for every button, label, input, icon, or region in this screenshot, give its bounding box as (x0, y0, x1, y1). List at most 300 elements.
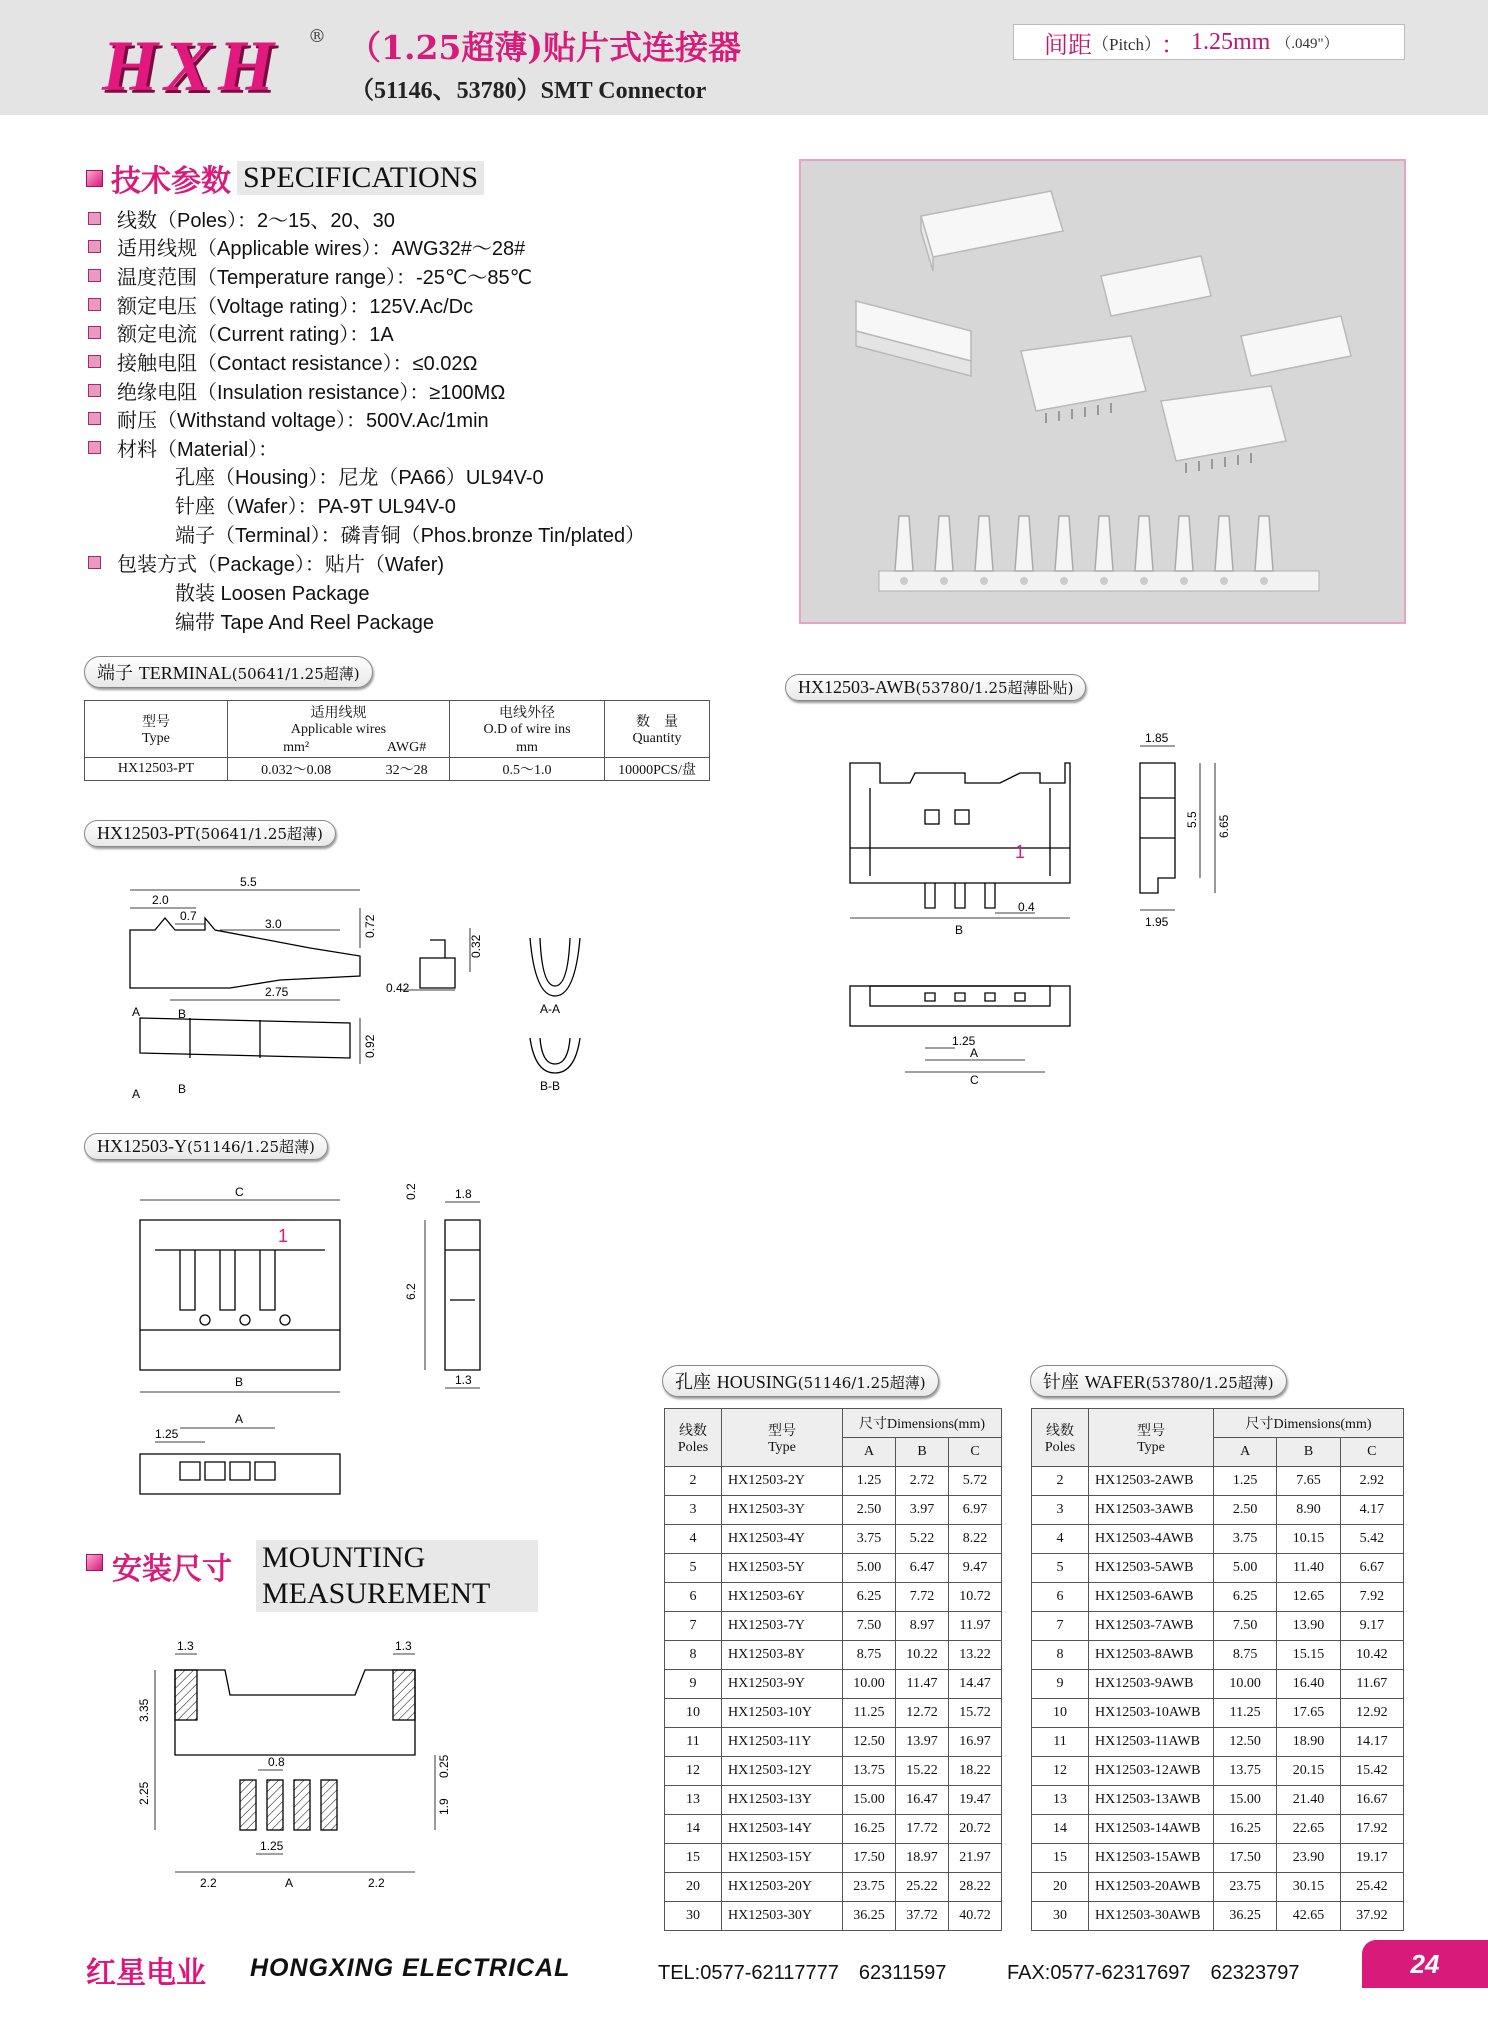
wafer-table-label (1030, 1365, 1287, 1397)
th-type-en: Type (142, 731, 170, 746)
dim-cell: 16.47 (896, 1786, 949, 1815)
th-c: C (949, 1438, 1002, 1467)
dim-cell: 2.50 (1214, 1496, 1277, 1525)
bullet-icon (88, 240, 101, 253)
table-row (1032, 1873, 1404, 1902)
type-cell: HX12503-14Y (722, 1815, 843, 1844)
dim-label: 6.65 (1217, 814, 1231, 838)
dim-label: B (235, 1375, 244, 1389)
dim-cell: 22.65 (1277, 1815, 1340, 1844)
dim-cell: 15.00 (1214, 1786, 1277, 1815)
mounting-heading-en-1: MOUNTING (262, 1541, 426, 1574)
spec-text: 线数（Poles）：2～15、20、30 (117, 210, 395, 232)
poles-cell: 15 (1032, 1844, 1089, 1873)
poles-cell: 10 (665, 1699, 722, 1728)
spec-text: 包装方式（Package）：贴片（Wafer) (117, 554, 445, 576)
dim-label: 1.9 (437, 1798, 451, 1815)
poles-cell: 20 (665, 1873, 722, 1902)
poles-cell: 30 (1032, 1902, 1089, 1931)
type-cell: HX12503-12Y (722, 1757, 843, 1786)
y-label: HX12503-Y (97, 1136, 187, 1156)
type-cell: HX12503-10Y (722, 1699, 843, 1728)
awb-wafer-drawing (840, 728, 1260, 1098)
dim-cell: 7.72 (896, 1583, 949, 1612)
dim-label: 1.85 (1145, 731, 1169, 745)
table-row (665, 1728, 1002, 1757)
pt-drawing-label (84, 820, 336, 847)
poles-cell: 8 (665, 1641, 722, 1670)
type-cell: HX12503-14AWB (1089, 1815, 1214, 1844)
cell: 32～28 (364, 758, 449, 781)
footer-company-en: HONGXING ELECTRICAL (250, 1954, 571, 1982)
type-cell: HX12503-10AWB (1089, 1699, 1214, 1728)
table-row (1032, 1583, 1404, 1612)
dim-cell: 2.50 (843, 1496, 896, 1525)
dim-cell: 6.97 (949, 1496, 1002, 1525)
dim-cell: 13.75 (1214, 1757, 1277, 1786)
dim-cell: 16.25 (843, 1815, 896, 1844)
th-dims: 尺寸Dimensions(mm) (843, 1409, 1002, 1438)
spec-text: 材料（Material）： (117, 439, 279, 461)
poles-cell: 13 (1032, 1786, 1089, 1815)
th-awg: AWG# (364, 739, 449, 758)
th-od-en: O.D of wire ins (483, 722, 571, 737)
dim-label: B (955, 923, 964, 937)
type-cell: HX12503-7AWB (1089, 1612, 1214, 1641)
pt-label-small: (50641/1.25超薄) (195, 825, 323, 843)
cell: HX12503-PT (85, 758, 228, 781)
dim-label: A (970, 1046, 979, 1060)
pitch-colon: ： (1160, 30, 1185, 59)
pt-label: HX12503-PT (97, 823, 195, 843)
mounting-heading-cn: 安装尺寸 (112, 1552, 232, 1587)
type-cell: HX12503-4AWB (1089, 1525, 1214, 1554)
registered-mark: ® (308, 26, 326, 47)
dim-label: B (178, 1007, 187, 1021)
spec-row (88, 232, 525, 261)
th-od-mm: mm (450, 739, 605, 758)
th-type-cn: 型号 (1137, 1423, 1165, 1439)
dim-cell: 7.50 (843, 1612, 896, 1641)
dim-label: 3.35 (137, 1698, 151, 1722)
dim-cell: 5.42 (1340, 1525, 1403, 1554)
table-row (665, 1873, 1002, 1902)
housing-label-cn: 孔座 (675, 1372, 711, 1393)
dim-cell: 8.90 (1277, 1496, 1340, 1525)
dim-cell: 37.92 (1340, 1902, 1403, 1931)
poles-cell: 14 (665, 1815, 722, 1844)
dim-cell: 5.00 (1214, 1554, 1277, 1583)
pink-square-icon (86, 1554, 103, 1571)
dim-cell: 8.75 (1214, 1641, 1277, 1670)
dim-cell: 9.17 (1340, 1612, 1403, 1641)
dim-cell: 11.25 (1214, 1699, 1277, 1728)
spec-row (88, 433, 278, 462)
dim-label: 1.3 (455, 1373, 472, 1387)
spec-row (88, 290, 473, 319)
awb-label-small: (53780/1.25超薄卧贴) (915, 679, 1074, 697)
dim-cell: 12.65 (1277, 1583, 1340, 1612)
type-cell: HX12503-7Y (722, 1612, 843, 1641)
dim-cell: 36.25 (1214, 1902, 1277, 1931)
awb-label: HX12503-AWB (798, 677, 916, 697)
dim-cell: 9.47 (949, 1554, 1002, 1583)
connector-photo-illustration (801, 161, 1404, 622)
spec-text: 额定电流（Current rating）：1A (117, 324, 394, 346)
dim-cell: 6.25 (843, 1583, 896, 1612)
th-c: C (1340, 1438, 1403, 1467)
table-row (1032, 1902, 1404, 1931)
dim-label: 0.32 (469, 934, 483, 958)
material-terminal: 端子（Terminal）：磷青铜（Phos.bronze Tin/plated） (175, 525, 646, 547)
table-row (665, 1786, 1002, 1815)
table-row (665, 1641, 1002, 1670)
table-row (665, 1902, 1002, 1931)
dim-cell: 13.22 (949, 1641, 1002, 1670)
dim-cell: 11.40 (1277, 1554, 1340, 1583)
dim-cell: 13.75 (843, 1757, 896, 1786)
dim-cell: 17.65 (1277, 1699, 1340, 1728)
dim-cell: 10.42 (1340, 1641, 1403, 1670)
dim-label: 1.3 (395, 1640, 412, 1653)
title-en: （51146、53780）SMT Connector (350, 78, 707, 104)
package-loose: 散装 Loosen Package (175, 583, 370, 605)
poles-cell: 4 (1032, 1525, 1089, 1554)
pt-terminal-drawing (110, 868, 590, 1108)
dim-cell: 42.65 (1277, 1902, 1340, 1931)
housing-table-label (662, 1365, 939, 1397)
dim-cell: 1.25 (843, 1467, 896, 1496)
specs-heading-cn: 技术参数 (111, 164, 231, 199)
dim-cell: 8.97 (896, 1612, 949, 1641)
poles-cell: 6 (665, 1583, 722, 1612)
spec-row (88, 347, 478, 376)
y-housing-drawing (110, 1180, 530, 1510)
table-row (1032, 1699, 1404, 1728)
dim-label: 1.25 (952, 1034, 976, 1048)
table-row (1032, 1815, 1404, 1844)
bullet-icon (88, 355, 101, 368)
poles-cell: 10 (1032, 1699, 1089, 1728)
package-reel: 编带 Tape And Reel Package (175, 612, 435, 634)
bullet-icon (88, 212, 101, 225)
dim-cell: 15.42 (1340, 1757, 1403, 1786)
dim-cell: 3.97 (896, 1496, 949, 1525)
housing-label-small: (51146/1.25超薄) (797, 1374, 926, 1392)
terminal-table (84, 700, 710, 781)
poles-cell: 5 (1032, 1554, 1089, 1583)
footer-company-cn: 红星电业 (86, 1956, 206, 1991)
terminal-label-cn: 端子 (97, 663, 133, 684)
poles-cell: 30 (665, 1902, 722, 1931)
type-cell: HX12503-20AWB (1089, 1873, 1214, 1902)
dim-cell: 5.00 (843, 1554, 896, 1583)
table-row (1032, 1670, 1404, 1699)
type-cell: HX12503-2Y (722, 1467, 843, 1496)
type-cell: HX12503-8AWB (1089, 1641, 1214, 1670)
dim-label: 1.3 (177, 1640, 194, 1653)
th-qty-cn: 数 量 (636, 715, 678, 730)
dim-cell: 8.22 (949, 1525, 1002, 1554)
material-wafer: 针座（Wafer）：PA-9T UL94V-0 (175, 496, 456, 518)
dim-cell: 28.22 (949, 1873, 1002, 1902)
dim-cell: 12.50 (843, 1728, 896, 1757)
dim-cell: 6.67 (1340, 1554, 1403, 1583)
dim-label: 2.25 (137, 1781, 151, 1805)
poles-cell: 9 (665, 1670, 722, 1699)
dim-cell: 11.47 (896, 1670, 949, 1699)
th-b: B (896, 1438, 949, 1467)
type-cell: HX12503-3Y (722, 1496, 843, 1525)
bullet-icon (88, 384, 101, 397)
th-qty-en: Quantity (632, 731, 682, 746)
dim-cell: 25.42 (1340, 1873, 1403, 1902)
dim-cell: 12.72 (896, 1699, 949, 1728)
dim-cell: 17.50 (1214, 1844, 1277, 1873)
table-row (1032, 1641, 1404, 1670)
pink-square-icon (86, 170, 103, 187)
dim-cell: 40.72 (949, 1902, 1002, 1931)
dim-label: 6.2 (404, 1283, 418, 1300)
dim-label: 1.25 (260, 1839, 284, 1853)
pin1-label: 1 (278, 1226, 289, 1246)
dim-label: 2.75 (265, 985, 289, 999)
dim-cell: 13.90 (1277, 1612, 1340, 1641)
poles-cell: 7 (665, 1612, 722, 1641)
type-cell: HX12503-6AWB (1089, 1583, 1214, 1612)
type-cell: HX12503-4Y (722, 1525, 843, 1554)
dim-cell: 7.65 (1277, 1467, 1340, 1496)
dim-label: 5.5 (240, 875, 257, 889)
dim-label: A-A (540, 1002, 561, 1016)
type-cell: HX12503-15AWB (1089, 1844, 1214, 1873)
dim-label: 0.8 (268, 1755, 285, 1769)
dim-cell: 15.22 (896, 1757, 949, 1786)
dim-label: A (285, 1876, 294, 1890)
dim-cell: 16.97 (949, 1728, 1002, 1757)
spec-text: 耐压（Withstand voltage）：500V.Ac/1min (117, 410, 489, 432)
dim-cell: 21.40 (1277, 1786, 1340, 1815)
table-row (665, 1583, 1002, 1612)
spec-row (88, 204, 395, 233)
dim-cell: 23.75 (1214, 1873, 1277, 1902)
spec-row (88, 318, 394, 347)
th-a: A (843, 1438, 896, 1467)
dim-cell: 23.90 (1277, 1844, 1340, 1873)
brand-logo: HXH (102, 26, 281, 106)
dim-cell: 1.25 (1214, 1467, 1277, 1496)
dim-cell: 20.72 (949, 1815, 1002, 1844)
dim-label: A (132, 1005, 141, 1019)
dim-cell: 12.50 (1214, 1728, 1277, 1757)
type-cell: HX12503-30AWB (1089, 1902, 1214, 1931)
spec-row-package (88, 548, 444, 577)
table-row (1032, 1728, 1404, 1757)
pitch-inch: （.049"） (1276, 35, 1339, 52)
bullet-icon (88, 412, 101, 425)
table-row (85, 758, 710, 781)
dim-cell: 3.75 (843, 1525, 896, 1554)
dim-cell: 11.97 (949, 1612, 1002, 1641)
page-number: 24 (1362, 1940, 1488, 1988)
dim-cell: 23.75 (843, 1873, 896, 1902)
dim-cell: 14.17 (1340, 1728, 1403, 1757)
dim-label: 2.2 (200, 1876, 217, 1890)
dim-label: 2.2 (368, 1876, 385, 1890)
wafer-label-small: (53780/1.25超薄) (1145, 1374, 1274, 1392)
type-cell: HX12503-11Y (722, 1728, 843, 1757)
type-cell: HX12503-20Y (722, 1873, 843, 1902)
table-row (665, 1699, 1002, 1728)
th-b: B (1277, 1438, 1340, 1467)
table-row (1032, 1554, 1404, 1583)
dim-cell: 11.25 (843, 1699, 896, 1728)
cell: 10000PCS/盘 (605, 758, 710, 781)
dim-cell: 8.75 (843, 1641, 896, 1670)
pitch-box (1013, 24, 1405, 60)
poles-cell: 8 (1032, 1641, 1089, 1670)
table-row (1032, 1525, 1404, 1554)
table-row (665, 1757, 1002, 1786)
dim-label: 0.92 (363, 1034, 377, 1058)
type-cell: HX12503-11AWB (1089, 1728, 1214, 1757)
spec-text: 额定电压（Voltage rating）：125V.Ac/Dc (117, 296, 474, 318)
type-cell: HX12503-30Y (722, 1902, 843, 1931)
th-poles-cn: 线数 (1046, 1423, 1074, 1439)
dim-label: 0.7 (180, 909, 197, 923)
table-row (665, 1554, 1002, 1583)
dim-cell: 30.15 (1277, 1873, 1340, 1902)
dim-cell: 19.47 (949, 1786, 1002, 1815)
type-cell: HX12503-12AWB (1089, 1757, 1214, 1786)
th-type-cn: 型号 (142, 715, 170, 730)
poles-cell: 11 (1032, 1728, 1089, 1757)
type-cell: HX12503-9AWB (1089, 1670, 1214, 1699)
poles-cell: 4 (665, 1525, 722, 1554)
specs-heading (86, 156, 484, 200)
poles-cell: 5 (665, 1554, 722, 1583)
dim-cell: 7.50 (1214, 1612, 1277, 1641)
housing-table-body (665, 1467, 1002, 1931)
spec-text: 接触电阻（Contact resistance）：≤0.02Ω (117, 353, 478, 375)
poles-cell: 15 (665, 1844, 722, 1873)
dim-cell: 15.00 (843, 1786, 896, 1815)
table-row (665, 1844, 1002, 1873)
table-row (665, 1525, 1002, 1554)
dim-label: 3.0 (265, 917, 282, 931)
dim-cell: 10.72 (949, 1583, 1002, 1612)
cell: 0.032～0.08 (228, 758, 365, 781)
dim-cell: 11.67 (1340, 1670, 1403, 1699)
spec-row (88, 376, 505, 405)
dim-cell: 19.17 (1340, 1844, 1403, 1873)
housing-dims-table (664, 1408, 1002, 1931)
poles-cell: 13 (665, 1786, 722, 1815)
th-poles-en: Poles (677, 1439, 709, 1455)
bullet-icon (88, 441, 101, 454)
pitch-label: 间距 (1044, 30, 1092, 59)
poles-cell: 14 (1032, 1815, 1089, 1844)
dim-cell: 15.15 (1277, 1641, 1340, 1670)
th-a: A (1214, 1438, 1277, 1467)
footer-fax: FAX:0577-62317697 62323797 (1007, 1962, 1300, 1984)
poles-cell: 7 (1032, 1612, 1089, 1641)
dim-cell: 17.50 (843, 1844, 896, 1873)
type-cell: HX12503-13AWB (1089, 1786, 1214, 1815)
table-row (1032, 1757, 1404, 1786)
dim-cell: 7.92 (1340, 1583, 1403, 1612)
dim-cell: 18.22 (949, 1757, 1002, 1786)
dim-label: 1.25 (155, 1427, 179, 1441)
dim-cell: 17.72 (896, 1815, 949, 1844)
poles-cell: 2 (1032, 1467, 1089, 1496)
dim-label: A (132, 1087, 141, 1101)
poles-cell: 11 (665, 1728, 722, 1757)
dim-cell: 6.25 (1214, 1583, 1277, 1612)
dim-cell: 16.25 (1214, 1815, 1277, 1844)
bullet-icon (88, 326, 101, 339)
material-housing: 孔座（Housing）：尼龙（PA66）UL94V-0 (175, 467, 544, 489)
poles-cell: 20 (1032, 1873, 1089, 1902)
dim-label: C (970, 1073, 979, 1087)
poles-cell: 9 (1032, 1670, 1089, 1699)
dim-cell: 3.75 (1214, 1525, 1277, 1554)
table-row (665, 1670, 1002, 1699)
bullet-icon (88, 269, 101, 282)
th-type-en: Type (1137, 1439, 1165, 1455)
footer-tel: TEL:0577-62117777 62311597 (658, 1962, 947, 1984)
dim-label: C (235, 1185, 244, 1199)
dim-label: 0.72 (363, 914, 377, 938)
dim-cell: 10.00 (843, 1670, 896, 1699)
spec-row (88, 404, 489, 433)
dim-cell: 18.90 (1277, 1728, 1340, 1757)
dim-cell: 21.97 (949, 1844, 1002, 1873)
terminal-label-small: (50641/1.25超薄) (231, 665, 360, 683)
dim-label: 0.42 (386, 981, 410, 995)
dim-label: B-B (540, 1079, 561, 1093)
table-row (1032, 1612, 1404, 1641)
type-cell: HX12503-13Y (722, 1786, 843, 1815)
spec-text: 温度范围（Temperature range）：-25℃～85℃ (117, 267, 533, 289)
housing-label-en: HOUSING (716, 1372, 798, 1392)
dim-cell: 15.72 (949, 1699, 1002, 1728)
dim-label: 0.2 (404, 1183, 418, 1200)
y-drawing-label (84, 1133, 328, 1160)
th-dims: 尺寸Dimensions(mm) (1214, 1409, 1404, 1438)
dim-cell: 16.40 (1277, 1670, 1340, 1699)
wafer-table-body (1032, 1467, 1404, 1931)
terminal-label (84, 656, 373, 688)
bullet-icon (88, 298, 101, 311)
dim-cell: 18.97 (896, 1844, 949, 1873)
type-cell: HX12503-15Y (722, 1844, 843, 1873)
dim-cell: 2.92 (1340, 1467, 1403, 1496)
pin1-label: 1 (1015, 842, 1026, 862)
terminal-label-en: TERMINAL (138, 663, 232, 683)
table-row (665, 1467, 1002, 1496)
dim-label: A (235, 1412, 244, 1426)
dim-cell: 25.22 (896, 1873, 949, 1902)
table-row (1032, 1496, 1404, 1525)
dim-label: B (178, 1082, 187, 1096)
type-cell: HX12503-6Y (722, 1583, 843, 1612)
mounting-heading-en-2: MEASUREMENT (262, 1577, 491, 1610)
dim-label: 5.5 (1185, 811, 1199, 828)
type-cell: HX12503-5Y (722, 1554, 843, 1583)
th-type-en: Type (768, 1439, 796, 1455)
poles-cell: 12 (665, 1757, 722, 1786)
